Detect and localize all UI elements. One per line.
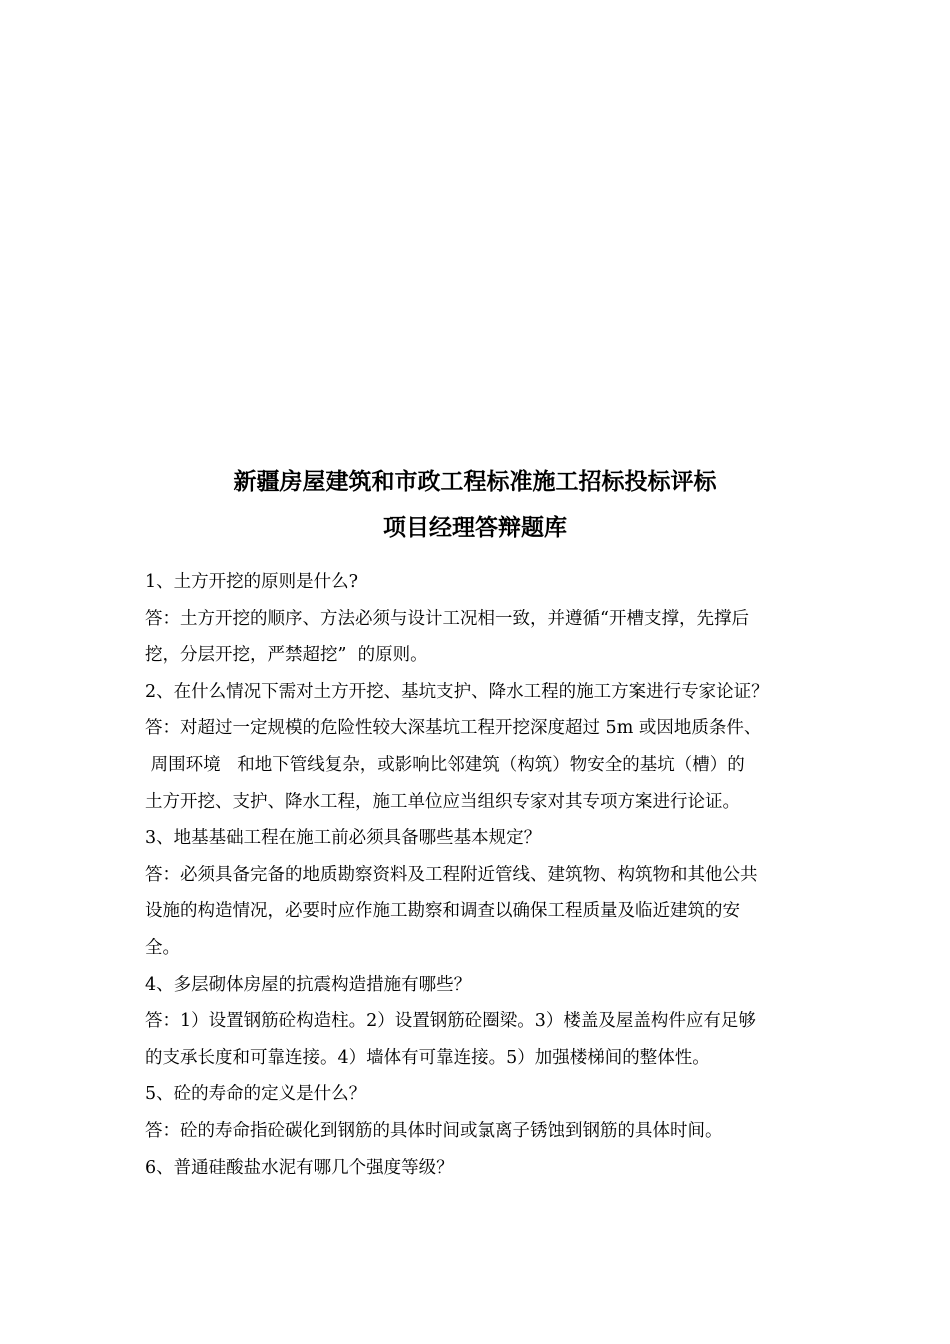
document-title bbox=[0, 459, 950, 551]
question-1: 1、土方开挖的原则是什么? bbox=[145, 572, 359, 592]
question-2: 2、在什么情况下需对土方开挖、基坑支护、降水工程的施工方案进行专家论证？ bbox=[145, 681, 769, 702]
answer-3-line-1: 答：必须具备完备的地质勘察资料及工程附近管线、建筑物、构筑物和其他公共 bbox=[145, 864, 758, 885]
answer-1-line-2: 挖，分层开挖，严禁超挖” 的原则。 bbox=[145, 645, 428, 666]
answer-3-line-3: 全。 bbox=[145, 937, 180, 958]
answer-2-line-3: 土方开挖、支护、降水工程，施工单位应当组织专家对其专项方案进行论证。 bbox=[145, 791, 740, 812]
answer-3-line-2: 设施的构造情况，必要时应作施工勘察和调查以确保工程质量及临近建筑的安 bbox=[145, 901, 740, 922]
answer-2-line-2: 周围环境 和地下管线复杂，或影响比邻建筑（构筑）物安全的基坑（槽）的 bbox=[145, 754, 745, 775]
question-4: 4、多层砌体房屋的抗震构造措施有哪些？ bbox=[145, 974, 472, 995]
answer-1-line-1: 答：土方开挖的顺序、方法必须与设计工况相一致，并遵循“开槽支撑，先撑后 bbox=[145, 608, 749, 629]
question-3: 3、地基基础工程在施工前必须具备哪些基本规定？ bbox=[145, 828, 542, 849]
answer-5-line-1: 答：砼的寿命指砼碳化到钢筋的具体时间或氯离子锈蚀到钢筋的具体时间。 bbox=[145, 1120, 723, 1141]
document-body bbox=[145, 564, 810, 1186]
title-line-1: 新疆房屋建筑和市政工程标准施工招标投标评标 bbox=[233, 469, 717, 495]
answer-2-line-1: 答：对超过一定规模的危险性较大深基坑工程开挖深度超过 5m 或因地质条件、 bbox=[145, 718, 762, 739]
question-5: 5、砼的寿命的定义是什么？ bbox=[145, 1084, 367, 1105]
title-line-2: 项目经理答辩题库 bbox=[383, 515, 567, 541]
answer-4-line-2: 的支承长度和可靠连接。4）墙体有可靠连接。5）加强楼梯间的整体性。 bbox=[145, 1047, 710, 1068]
question-6: 6、普通硅酸盐水泥有哪几个强度等级？ bbox=[145, 1157, 454, 1178]
answer-4-line-1: 答：1）设置钢筋砼构造柱。2）设置钢筋砼圈梁。3）楼盖及屋盖构件应有足够 bbox=[145, 1011, 756, 1032]
